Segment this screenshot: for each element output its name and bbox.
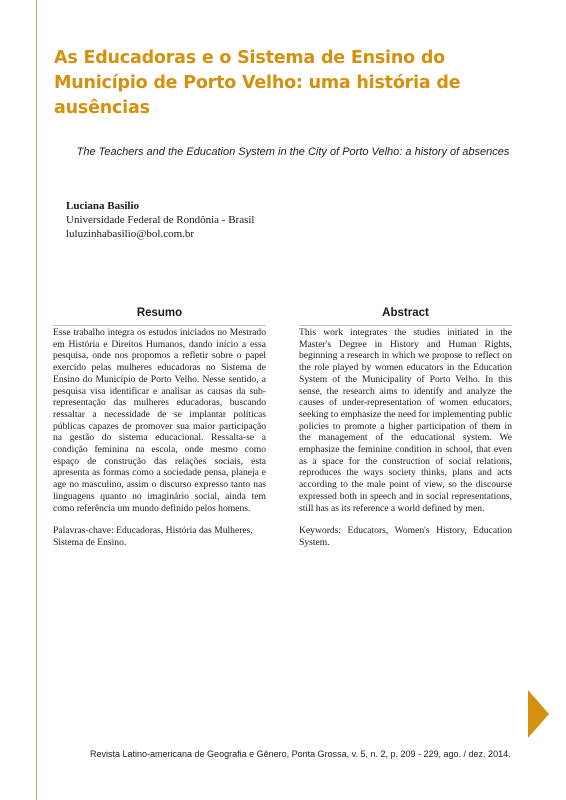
abstract-keywords: Keywords: Educators, Women's History, Education System. <box>299 525 512 548</box>
resumo-column <box>53 325 266 560</box>
author-block <box>66 199 254 241</box>
margin-rule <box>36 0 37 800</box>
author-affiliation: Universidade Federal de Rondônia - Brasil <box>66 214 255 226</box>
journal-footer: Revista Latino-americana de Geografia e Gênero, Ponta Grossa, v. 5, n. 2, p. 209 - 229, ago. / dez. 2014. <box>90 749 511 759</box>
abstract-body: This work integrates the studies initiated in the Master's Degree in History and Human Rights, beginning a research in which we propose to reflect on the role played by women educators in the Education System of the Municipality of Porto Velho. In this sense, the research aims to identify and analyze the causes of under-representation of women educators, seeking to emphasize the need for implementing public policies to promote a higher participation of them in the management of the educational system. We emphasize the feminine condition in school, that even as a space for the construction of social relations, reproduces the ways society thinks, plans and acts according to the male point of view, so the discourse expressed both in speech and in social representations, still has as its reference a world defined by men. <box>299 327 512 514</box>
resumo-body: Esse trabalho integra os estudos iniciados no Mestrado em História e Direitos Humanos, dando início a essa pesquisa, onde nos propomos a refletir sobre o papel exercido pelas mulheres educadoras no Sistema de Ensino do Município de Porto Velho. Nesse sentido, a pesquisa visa identificar e analisar as causas da sub-representação das mulheres educadoras, buscando ressaltar a necessidade de se implantar políticas públicas capazes de promover sua maior participação na gestão do sistema educacional. Ressalta-se a condição feminina na escola, onde mesmo como espaço de construção das relações sociais, esta apresenta as formas como a sociedade pensa, planeja e age no masculino, assim o discurso expresso tanto nas linguagens quanto no imaginário social, ainda tem como referência um mundo definido pelos homens. <box>53 327 266 514</box>
author-name: Luciana Basilio <box>66 200 140 212</box>
resumo-heading: Resumo <box>136 307 183 319</box>
right-triangle-arrow-icon[interactable] <box>528 690 549 738</box>
article-title: As Educadoras e o Sistema de Ensino do Município de Porto Velho: uma história de ausências <box>54 48 461 118</box>
author-email: luluzinhabasilio@bol.com.br <box>66 228 195 240</box>
article-subtitle-english: The Teachers and the Education System in the City of Porto Velho: a history of absences <box>76 146 510 158</box>
resumo-keywords: Palavras-chave: Educadoras, História das Mulheres, Sistema de Ensino. <box>53 525 253 548</box>
abstract-column <box>299 325 512 560</box>
abstract-heading: Abstract <box>382 307 429 319</box>
